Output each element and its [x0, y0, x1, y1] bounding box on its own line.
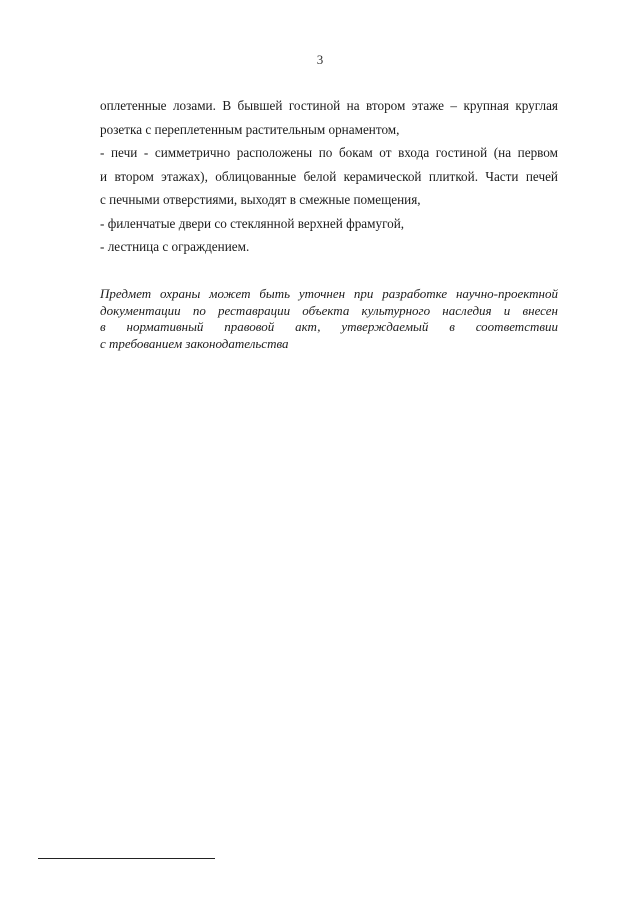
body-line: - лестница с ограждением.: [100, 239, 250, 254]
body-line: и втором этажах), облицованные белой керамической плиткой. Части печей: [100, 168, 558, 184]
body-line: - филенчатые двери со стеклянной верхней фрамугой,: [100, 215, 405, 231]
footnote-separator: [38, 858, 215, 859]
body-line: - печи - симметрично расположены по бокам от входа гостиной (на первом: [100, 145, 558, 160]
note-line: Предмет охраны может быть уточнен при разработке научно-проектной: [100, 286, 558, 301]
body-line: оплетенные лозами. В бывшей гостиной на втором этаже – крупная круглая: [100, 98, 558, 113]
body-line: с печными отверстиями, выходят в смежные помещения,: [100, 192, 421, 207]
note-line: в нормативный правовой акт, утверждаемый в соответствии: [100, 319, 558, 334]
protection-note: [100, 286, 558, 352]
body-line: розетка с переплетенным растительным орнаментом,: [100, 121, 400, 137]
note-line: с требованием законодательства: [100, 335, 289, 351]
note-line: документации по реставрации объекта культурного наследия и внесен: [100, 302, 558, 318]
page-number: 3: [316, 52, 324, 67]
body-text: [100, 94, 558, 259]
